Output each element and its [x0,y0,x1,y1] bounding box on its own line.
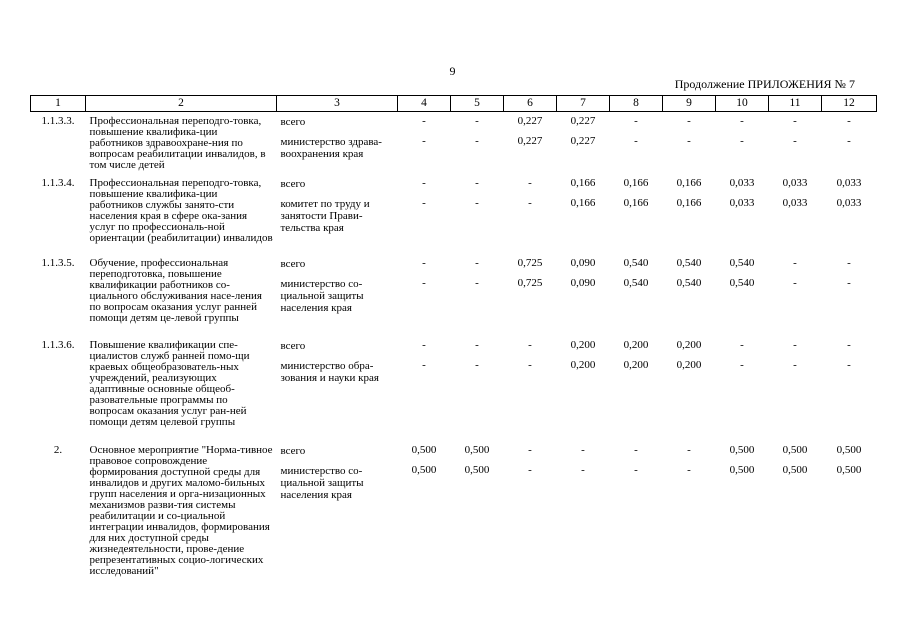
value: 0,200 [623,358,649,371]
value: 0,500 [782,443,808,456]
value: 0,540 [623,276,649,289]
value: - [422,276,426,289]
value-cell [504,112,557,174]
value: 0,033 [836,176,862,189]
row-source [277,441,398,601]
value: - [793,338,797,351]
value: 0,500 [729,463,755,476]
value-cell [398,254,451,336]
value-cell [557,336,610,441]
value: - [687,463,691,476]
value-cell [822,112,877,174]
source-line: всего [280,116,306,128]
value-cell [504,254,557,336]
header-col-6: 6 [504,96,557,112]
row-name: Профессиональная переподго-товка, повышение квалифика-ции работников здравоохране-ния по вопросам реабилитации инвалидов, в том числе детей [89,115,266,171]
value: - [475,276,479,289]
value-cell [663,174,716,254]
value-cell [663,441,716,601]
value: - [581,443,585,456]
value: 0,540 [729,256,755,269]
value-cell [769,174,822,254]
value-cell [398,174,451,254]
value: - [634,443,638,456]
value: 0,166 [676,196,702,209]
header-col-10: 10 [716,96,769,112]
value: 0,200 [623,338,649,351]
value: - [422,176,426,189]
value-cell [398,112,451,174]
value-cell [557,441,610,601]
value: - [475,115,479,127]
row-name: Повышение квалификации спе-циалистов служб ранней помо-щи краевых общеобразователь-ных учреждений, реализующих адаптивные основные общеоб-разовательные программы по вопросам оказания услуг ран-ней помощи детям целевой группы [89,338,250,428]
value-cell [822,336,877,441]
header-col-11: 11 [769,96,822,112]
budget-table [30,95,877,601]
row-code: 1.1.3.4. [41,176,75,189]
header-col-1: 1 [31,96,86,112]
value: - [475,358,479,371]
header-row [31,96,877,112]
value: - [847,115,851,127]
value: 0,033 [729,176,755,189]
value: - [793,115,797,127]
value: 0,500 [729,443,755,456]
header-col-7: 7 [557,96,610,112]
value-cell [451,441,504,601]
value-cell [504,336,557,441]
value-cell [451,336,504,441]
value-cell [557,112,610,174]
source-line: комитет по труду и занятости Прави-тельства края [280,197,370,234]
value-cell [769,441,822,601]
value: - [634,115,638,127]
value: 0,166 [570,196,596,209]
value: - [847,338,851,351]
value-cell [610,174,663,254]
row-code: 1.1.3.6. [41,338,75,351]
value: - [422,358,426,371]
value-cell [451,254,504,336]
value-cell [610,254,663,336]
table-row [31,254,877,336]
value: - [528,358,532,371]
value-cell [822,441,877,601]
value: 0,540 [729,276,755,289]
value: - [793,135,797,147]
page-number: 9 [449,64,456,78]
row-code: 1.1.3.3. [41,115,75,127]
value: - [740,135,744,147]
value-cell [716,112,769,174]
value: 0,227 [570,115,596,127]
source-line: всего [280,257,306,270]
table-row [31,441,877,601]
value-cell [610,112,663,174]
value-cell [769,112,822,174]
value-cell [610,441,663,601]
value: 0,500 [464,463,490,476]
header-col-5: 5 [451,96,504,112]
value: 0,200 [676,338,702,351]
value: - [475,196,479,209]
header-col-2: 2 [86,96,277,112]
value: 0,033 [836,196,862,209]
value: - [475,338,479,351]
value-cell [716,174,769,254]
value: - [740,115,744,127]
source-line: министерство со-циальной защиты населения края [280,277,364,314]
value: - [422,338,426,351]
value: - [528,196,532,209]
value: 0,033 [729,196,755,209]
row-source [277,112,398,174]
row-code: 2. [53,443,63,456]
value: - [422,256,426,269]
value: - [422,135,426,147]
value: 0,540 [623,256,649,269]
value: 0,227 [517,135,543,147]
value: 0,500 [836,463,862,476]
value: 0,033 [782,176,808,189]
value: - [793,276,797,289]
value-cell [398,441,451,601]
source-line: министерство со-циальной защиты населения края [280,464,364,501]
header-col-12: 12 [822,96,877,112]
value: 0,500 [464,443,490,456]
value: - [528,463,532,476]
value: - [847,358,851,371]
table-row [31,336,877,441]
value: 0,227 [570,135,596,147]
value: 0,540 [676,256,702,269]
value-cell [451,112,504,174]
value: - [687,115,691,127]
value: - [687,135,691,147]
row-code: 1.1.3.5. [41,256,75,269]
value: - [634,135,638,147]
row-source [277,174,398,254]
value: 0,166 [623,176,649,189]
source-line: министерство обра-зования и науки края [280,359,379,384]
row-name: Основное мероприятие "Норма-тивное правовое сопровождение формирования доступной среды для инвалидов и других маломо-бильных групп населения и орга-низационных механизмов разви-тия системы реабилитации и со-циальной интеграции инвалидов, формирования для них доступной среды жизнедеятельности, прове-дение репрезентативных социо-логических исследований" [89,443,273,577]
value: - [528,443,532,456]
value: - [528,338,532,351]
value: - [740,338,744,351]
value: 0,200 [570,358,596,371]
value: - [475,176,479,189]
value-cell [663,254,716,336]
source-line: всего [280,177,306,190]
value-cell [822,254,877,336]
header-col-4: 4 [398,96,451,112]
value: - [847,135,851,147]
value: 0,033 [782,196,808,209]
value: - [475,135,479,147]
value: 0,090 [570,256,596,269]
value-cell [822,174,877,254]
value: 0,200 [570,338,596,351]
value: - [740,358,744,371]
row-name: Профессиональная переподго-товка, повышение квалифика-ции работников службы занято-сти населения края в сфере ока-зания услуг по профессиональ-ной ориентации (реабилитации) инвалидов [89,176,273,244]
value: - [422,196,426,209]
row-name: Обучение, профессиональная переподготовка, повышение квалификации работников со-циального обслуживания насе-ления по вопросам оказания услуг ранней помощи детям це-левой группы [89,256,262,324]
table-row [31,174,877,254]
header-col-9: 9 [663,96,716,112]
value: - [847,276,851,289]
value-cell [716,254,769,336]
continuation-caption: Продолжение ПРИЛОЖЕНИЯ № 7 [674,77,855,91]
value-cell [557,254,610,336]
value-cell [557,174,610,254]
value-cell [769,336,822,441]
value-cell [716,441,769,601]
row-source [277,254,398,336]
value: - [793,358,797,371]
value: 0,725 [517,256,543,269]
value: 0,166 [570,176,596,189]
value: 0,540 [676,276,702,289]
value: 0,227 [517,115,543,127]
value: - [793,256,797,269]
value: 0,500 [782,463,808,476]
value: 0,500 [411,443,437,456]
source-line: министерство здрава-воохранения края [280,136,382,160]
value: - [634,463,638,476]
value-cell [769,254,822,336]
value-cell [663,336,716,441]
value-cell [504,441,557,601]
value-cell [451,174,504,254]
value: 0,500 [836,443,862,456]
value-cell [504,174,557,254]
value: 0,090 [570,276,596,289]
value-cell [716,336,769,441]
header-col-8: 8 [610,96,663,112]
value: 0,725 [517,276,543,289]
header-col-3: 3 [277,96,398,112]
value: - [528,176,532,189]
source-line: всего [280,444,306,457]
value: - [581,463,585,476]
source-line: всего [280,339,306,352]
row-source [277,336,398,441]
table-row [31,112,877,174]
value: 0,166 [676,176,702,189]
value-cell [663,112,716,174]
value: 0,500 [411,463,437,476]
value-cell [398,336,451,441]
value: 0,200 [676,358,702,371]
value: - [687,443,691,456]
value-cell [610,336,663,441]
value: - [847,256,851,269]
value: - [475,256,479,269]
value: - [422,115,426,127]
value: 0,166 [623,196,649,209]
